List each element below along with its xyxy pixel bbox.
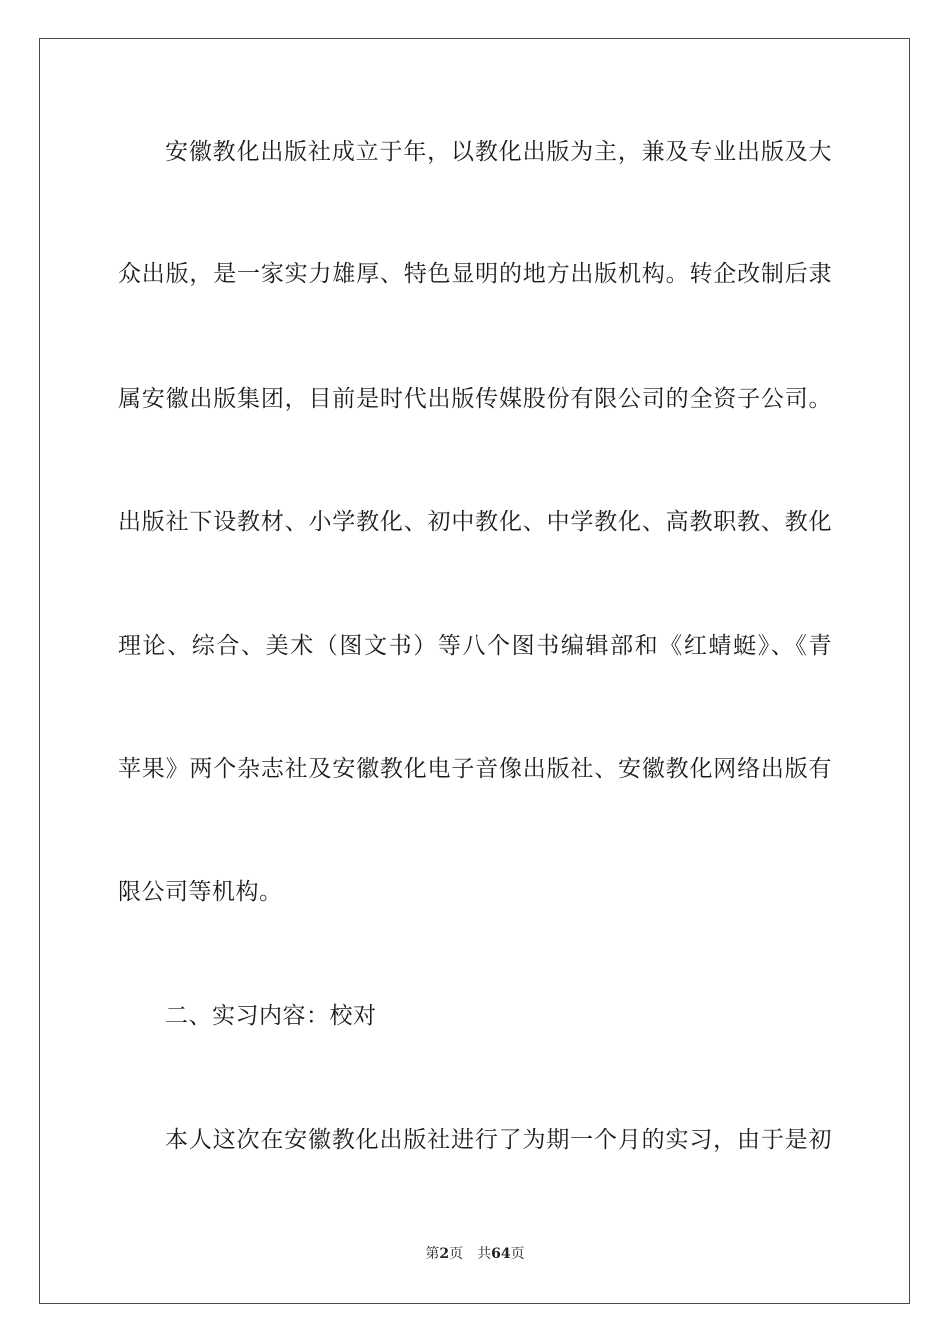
- page-number: 2: [439, 1246, 450, 1262]
- total-suffix: 页: [510, 1246, 525, 1262]
- paragraph-line: 属安徽出版集团，目前是时代出版传媒股份有限公司的全资子公司。: [118, 386, 832, 412]
- total-pages: 64: [491, 1246, 511, 1262]
- paragraph-line: 苹果》两个杂志社及安徽教化电子音像出版社、安徽教化网络出版有: [118, 756, 832, 782]
- paragraph-line: 限公司等机构。: [118, 879, 283, 905]
- total-prefix: 共: [477, 1246, 492, 1262]
- paragraph-line: 众出版，是一家实力雄厚、特色显明的地方出版机构。转企改制后隶: [118, 261, 832, 287]
- paragraph-line: 理论、综合、美术（图文书）等八个图书编辑部和《红蜻蜓》、《青: [118, 633, 832, 659]
- page-border: [39, 38, 910, 1304]
- page-footer: [0, 1244, 950, 1264]
- page-prefix: 第: [425, 1246, 440, 1262]
- paragraph-line: 出版社下设教材、小学教化、初中教化、中学教化、高教职教、教化: [118, 509, 832, 535]
- paragraph-line: 本人这次在安徽教化出版社进行了为期一个月的实习，由于是初: [165, 1127, 832, 1153]
- paragraph-line: 安徽教化出版社成立于年，以教化出版为主，兼及专业出版及大: [165, 139, 832, 165]
- page-suffix: 页: [449, 1246, 464, 1262]
- section-heading: 二、实习内容：校对: [165, 1003, 377, 1029]
